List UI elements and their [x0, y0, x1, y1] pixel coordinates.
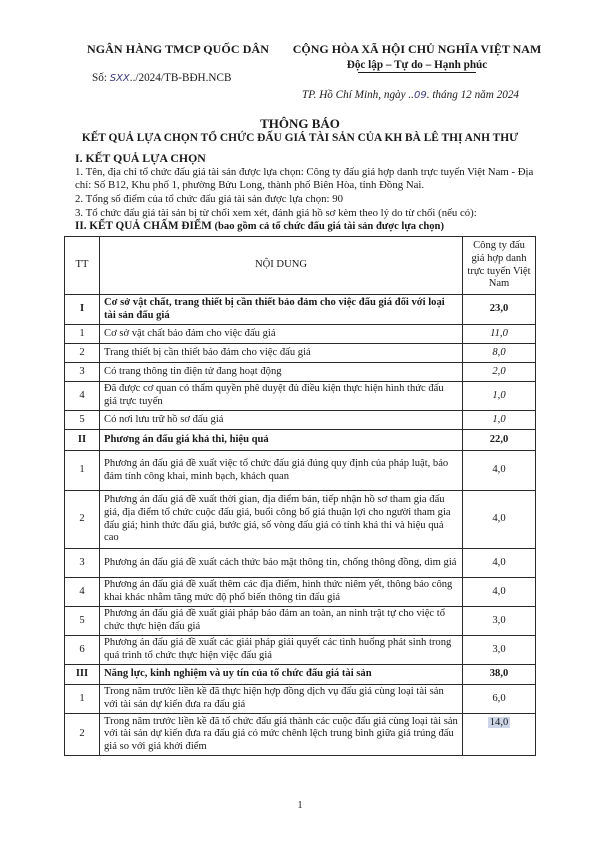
row-content: Phương án đấu giá đề xuất việc tổ chức đấu giá đúng quy định của pháp luật, bảo đảm tính công khai, minh bạch, khách quan	[100, 451, 463, 491]
row-content: Phương án đấu giá đề xuất các giải pháp giải quyết các tình huống phát sinh trong quá trình tổ chức thực hiện việc đấu giá	[100, 636, 463, 665]
row-value: 4,0	[463, 578, 536, 607]
doc-number-suffix: ../2024/TB-BĐH.NCB	[129, 72, 232, 84]
table-row	[65, 451, 536, 491]
row-tt: 2	[65, 491, 100, 549]
row-content: Đã được cơ quan có thẩm quyền phê duyệt đủ điều kiện thực hiện hình thức đấu giá trực tuyến	[100, 382, 463, 411]
row-tt: 5	[65, 607, 100, 636]
row-content: Phương án đấu giá đề xuất thêm các địa điểm, hình thức niêm yết, thông báo công khai khác nhằm tăng mức độ phổ biến thông tin đấu giá	[100, 578, 463, 607]
table-row	[65, 578, 536, 607]
row-content: Phương án đấu giá đề xuất giải pháp bảo đảm an toàn, an ninh trật tự cho việc tổ chức thực hiện đấu giá	[100, 607, 463, 636]
section1-line1: 1. Tên, địa chỉ tổ chức đấu giá tài sản được lựa chọn: Công ty đấu giá hợp danh trực tuyến Việt Nam - Địa chỉ: Số B12, Khu phố 1, phường Bửu Long, thành phố Biên Hòa, tỉnh Đồng Nai.	[75, 166, 534, 191]
date-day-handwritten: 09	[413, 90, 427, 101]
row-content: Trong năm trước liền kề đã thực hiện hợp đồng dịch vụ đấu giá cùng loại tài sản với tài sản dự kiến đưa ra đấu giá	[100, 685, 463, 714]
row-tt: 4	[65, 578, 100, 607]
row-value: 4,0	[463, 491, 536, 549]
doc-number-prefix: Số:	[92, 72, 110, 84]
table-row	[65, 607, 536, 636]
row-value: 4,0	[463, 549, 536, 578]
row-value: 3,0	[463, 636, 536, 665]
row-tt: 6	[65, 636, 100, 665]
nation-title: CỘNG HÒA XÃ HỘI CHỦ NGHĨA VIỆT NAM	[292, 42, 542, 56]
motto: Độc lập – Tự do – Hạnh phúc	[346, 59, 488, 71]
row-value-cell	[463, 714, 536, 756]
row-value: 6,0	[463, 685, 536, 714]
table-row	[65, 636, 536, 665]
row-content: Trong năm trước liền kề đã tổ chức đấu giá thành các cuộc đấu giá cùng loại tài sản với tài sản dự kiến đưa ra đấu giá có mức chênh lệch trung bình giữa giá trúng đấu giá so với giá khởi điểm	[100, 714, 463, 756]
header-company: Công ty đấu giá hợp danh trực tuyến Việt Nam	[463, 237, 536, 295]
document-title: THÔNG BÁO	[260, 116, 340, 131]
row-tt: III	[65, 665, 100, 685]
row-content: Có trang thông tin điện tử đang hoạt động	[100, 363, 463, 382]
page-number: 1	[297, 800, 303, 811]
table-row	[65, 363, 536, 382]
row-value: 14,0	[489, 717, 509, 728]
row-value: 11,0	[463, 325, 536, 344]
row-tt: 5	[65, 411, 100, 430]
row-tt: 1	[65, 325, 100, 344]
row-value: 38,0	[463, 665, 536, 685]
doc-number-handwritten: SXX	[109, 73, 130, 84]
row-value: 22,0	[463, 430, 536, 451]
date-prefix: TP. Hồ Chí Minh, ngày ..	[302, 89, 414, 101]
motto-underline	[358, 72, 476, 73]
row-tt: II	[65, 430, 100, 451]
table-row	[65, 295, 536, 325]
row-value: 4,0	[463, 451, 536, 491]
table-header-row	[65, 237, 536, 295]
table-row	[65, 430, 536, 451]
row-content: Phương án đấu giá đề xuất cách thức bảo mật thông tin, chống thông đồng, dìm giá	[100, 549, 463, 578]
table-row	[65, 382, 536, 411]
section1-line3: 3. Tổ chức đấu giá tài sản bị từ chối xem xét, đánh giá hồ sơ kèm theo lý do từ chối (nếu có):	[75, 207, 477, 219]
row-content: Trang thiết bị cần thiết bảo đảm cho việc đấu giá	[100, 344, 463, 363]
header-tt: TT	[65, 237, 100, 295]
row-content: Có nơi lưu trữ hồ sơ đấu giá	[100, 411, 463, 430]
row-tt: 1	[65, 685, 100, 714]
table-row	[65, 344, 536, 363]
table-row	[65, 549, 536, 578]
row-tt: 2	[65, 344, 100, 363]
score-table	[64, 236, 536, 756]
row-tt: 3	[65, 549, 100, 578]
issuer-block	[78, 42, 278, 57]
national-header	[282, 42, 552, 73]
section1-heading: I. KẾT QUẢ LỰA CHỌN	[75, 151, 206, 165]
section1-line2: 2. Tổng số điểm của tổ chức đấu giá tài sản được lựa chọn: 90	[75, 193, 344, 205]
document-subtitle: KẾT QUẢ LỰA CHỌN TỔ CHỨC ĐẤU GIÁ TÀI SẢN CỦA KH BÀ LÊ THỊ ANH THƯ	[81, 132, 519, 144]
row-tt: 2	[65, 714, 100, 756]
table-row	[65, 325, 536, 344]
row-tt: 3	[65, 363, 100, 382]
section2-heading-text: II. KẾT QUẢ CHẤM ĐIỂM	[75, 220, 212, 232]
row-value: 2,0	[463, 363, 536, 382]
row-value: 1,0	[463, 382, 536, 411]
document-number	[92, 72, 231, 84]
row-value: 3,0	[463, 607, 536, 636]
section2-heading	[75, 220, 444, 232]
row-content: Năng lực, kinh nghiệm và uy tín của tổ chức đấu giá tài sản	[100, 665, 463, 685]
section2-heading-note: (bao gồm cả tổ chức đấu giá tài sản được lựa chọn)	[211, 221, 444, 232]
row-tt: I	[65, 295, 100, 325]
row-value: 8,0	[463, 344, 536, 363]
row-content: Phương án đấu giá khả thi, hiệu quả	[100, 430, 463, 451]
row-tt: 1	[65, 451, 100, 491]
row-value: 23,0	[463, 295, 536, 325]
row-value: 1,0	[463, 411, 536, 430]
row-content: Phương án đấu giá đề xuất thời gian, địa điểm bán, tiếp nhận hồ sơ tham gia đấu giá, địa điểm tổ chức cuộc đấu giá, buổi công bố giá thuận lợi cho người tham gia đấu giá; hình thức đấu giá, bước giá, số vòng đấu giá có tính khả thi và hiệu quả cao	[100, 491, 463, 549]
table-row	[65, 714, 536, 756]
table-row	[65, 665, 536, 685]
table-row	[65, 685, 536, 714]
row-content: Cơ sở vật chất bảo đảm cho việc đấu giá	[100, 325, 463, 344]
table-row	[65, 411, 536, 430]
date-suffix: . tháng 12 năm 2024	[426, 89, 520, 101]
table-row	[65, 491, 536, 549]
header-content: NỘI DUNG	[100, 237, 463, 295]
row-tt: 4	[65, 382, 100, 411]
row-content: Cơ sở vật chất, trang thiết bị cần thiết bảo đảm cho việc đấu giá đối với loại tài sản đấu giá	[100, 295, 463, 325]
document-date	[302, 89, 519, 101]
bank-name: NGÂN HÀNG TMCP QUỐC DÂN	[86, 42, 270, 56]
